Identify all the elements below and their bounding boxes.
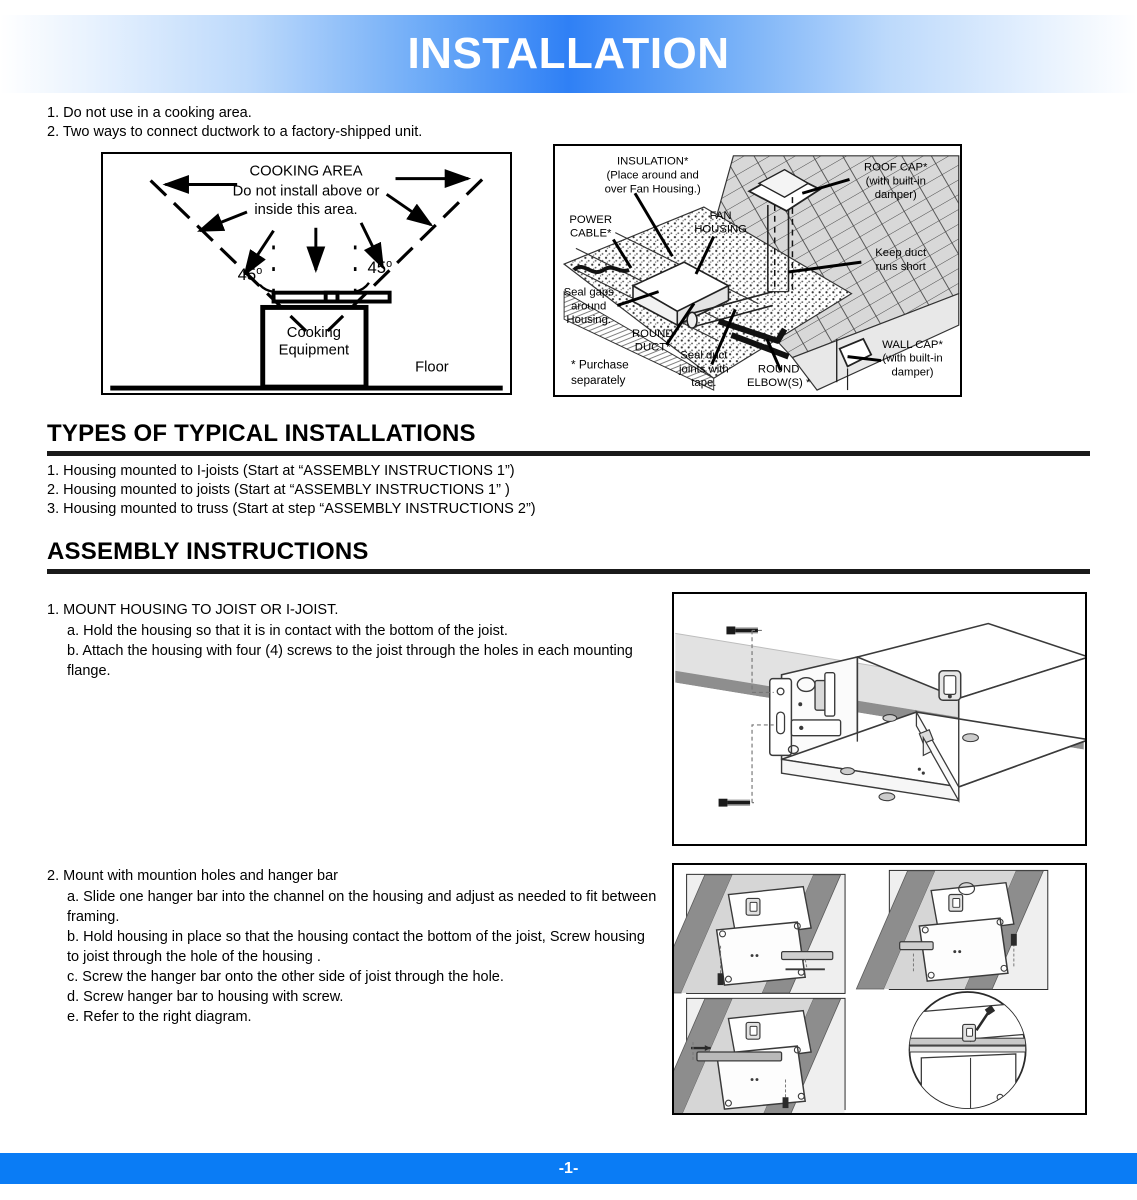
step-2-substep-e: e. Refer to the right diagram. (67, 1009, 252, 1025)
svg-text:CABLE*: CABLE* (569, 227, 612, 240)
assembly-step-2 (47, 866, 657, 1027)
svg-text:FAN: FAN (709, 209, 732, 222)
panel-detail-circle (910, 992, 1026, 1111)
types-item-3: 3. Housing mounted to truss (Start at step “ASSEMBLY INSTRUCTIONS 2”) (47, 501, 536, 517)
svg-text:over Fan Housing.): over Fan Housing.) (604, 183, 701, 196)
cooking-area-clearance-diagram (101, 152, 512, 395)
svg-text:ROOF CAP*: ROOF CAP* (864, 161, 928, 174)
angle-label-right: 45$^o$ (367, 258, 393, 278)
svg-text:ELBOW(S) *: ELBOW(S) * (746, 377, 811, 390)
types-item-2: 2. Housing mounted to joists (Start at “ASSEMBLY INSTRUCTIONS 1” ) (47, 482, 510, 498)
section-types-of-typical-installations (47, 420, 1090, 456)
svg-text:WALL CAP*: WALL CAP* (882, 338, 943, 351)
step-1-heading: 1. MOUNT HOUSING TO JOIST OR I-JOIST. (47, 602, 339, 618)
types-item-1: 1. Housing mounted to I-joists (Start at “ASSEMBLY INSTRUCTIONS 1”) (47, 463, 515, 479)
page-header-banner (0, 15, 1137, 93)
label-seal-gaps (564, 287, 615, 327)
types-section-title: TYPES OF TYPICAL INSTALLATIONS (47, 420, 476, 447)
panel-step-b (856, 871, 1047, 989)
label-purchase-separately (571, 357, 629, 387)
panel-step-c (674, 999, 845, 1113)
svg-text:(Place around and: (Place around and (606, 169, 699, 182)
assembly-section-title: ASSEMBLY INSTRUCTIONS (47, 538, 369, 565)
step-2-substep-b: b. Hold housing in place so that the housing contact the bottom of the joist, Screw housing to joist through the hole of the housing . (67, 929, 645, 965)
svg-text:runs short: runs short (875, 261, 926, 274)
svg-text:ROUND: ROUND (757, 363, 800, 376)
step-2-heading: 2. Mount with mountion holes and hanger bar (47, 868, 338, 884)
page-title: INSTALLATION (407, 29, 730, 78)
floor-label: Floor (415, 359, 449, 376)
step-1-substep-b: b. Attach the housing with four (4) screws to the joist through the holes in each mounting flange. (67, 643, 633, 679)
svg-text:(with built-in: (with built-in (882, 352, 943, 365)
angle-label-left: 45$^o$ (237, 264, 263, 284)
svg-text:Seal duct: Seal duct (680, 349, 728, 362)
panel-step-a (674, 875, 845, 993)
cooking-area-note-1: Do not install above or (232, 183, 380, 200)
step-1-substep-a: a. Hold the housing so that it is in contact with the bottom of the joist. (67, 623, 508, 639)
svg-text:damper): damper) (874, 189, 917, 202)
hanger-bar-installation-panels (672, 863, 1087, 1115)
svg-text:around: around (571, 300, 607, 313)
cooking-equipment-label-2: Equipment (278, 342, 350, 359)
svg-text:tape.: tape. (691, 377, 717, 390)
cooking-equipment-label-1: Cooking (286, 324, 341, 341)
svg-text:HOUSING: HOUSING (694, 223, 747, 236)
housing-to-joist-isometric-diagram (672, 592, 1087, 846)
types-section-rule (47, 451, 1090, 456)
step-2-substep-c: c. Screw the hanger bar onto the other side of joist through the hole. (67, 969, 504, 985)
assembly-step-1 (47, 600, 657, 681)
label-keep-duct-short (875, 247, 927, 273)
svg-text:Housing.: Housing. (566, 314, 612, 327)
svg-text:Seal gaps: Seal gaps (563, 286, 614, 299)
svg-text:DUCT*: DUCT* (634, 341, 671, 354)
assembly-section-rule (47, 569, 1090, 574)
step-2-substep-d: d. Screw hanger bar to housing with screw. (67, 989, 344, 1005)
label-round-duct (632, 328, 673, 354)
section-assembly-instructions (47, 538, 1090, 574)
step-2-substep-a: a. Slide one hanger bar into the channel on the housing and adjust as needed to fit between framing. (67, 889, 657, 925)
cooking-area-title: COOKING AREA (249, 163, 363, 180)
label-wall-cap (882, 339, 943, 379)
page-number: -1- (558, 1159, 579, 1177)
svg-text:INSULATION*: INSULATION* (617, 155, 689, 168)
svg-text:ROUND: ROUND (631, 327, 674, 340)
label-seal-duct-joints (678, 350, 729, 390)
intro-note-2: 2. Two ways to connect ductwork to a factory-shipped unit. (47, 123, 423, 140)
attic-duct-routing-diagram (553, 144, 962, 397)
svg-text:joints with: joints with (679, 363, 729, 376)
label-power-cable (569, 214, 612, 240)
svg-text:Keep duct: Keep duct (875, 247, 927, 260)
svg-text:damper): damper) (891, 366, 934, 379)
svg-text:* Purchase: * Purchase (570, 357, 629, 372)
page-footer-banner (0, 1153, 1137, 1184)
svg-text:separately: separately (570, 373, 626, 388)
cooking-area-note-2: inside this area. (254, 201, 358, 218)
label-insulation (605, 156, 701, 196)
types-of-installations-list (47, 462, 536, 519)
intro-note-1: 1. Do not use in a cooking area. (47, 105, 252, 121)
intro-notes-list (47, 104, 422, 141)
svg-text:(with built-in: (with built-in (865, 175, 926, 188)
svg-text:POWER: POWER (569, 213, 613, 226)
